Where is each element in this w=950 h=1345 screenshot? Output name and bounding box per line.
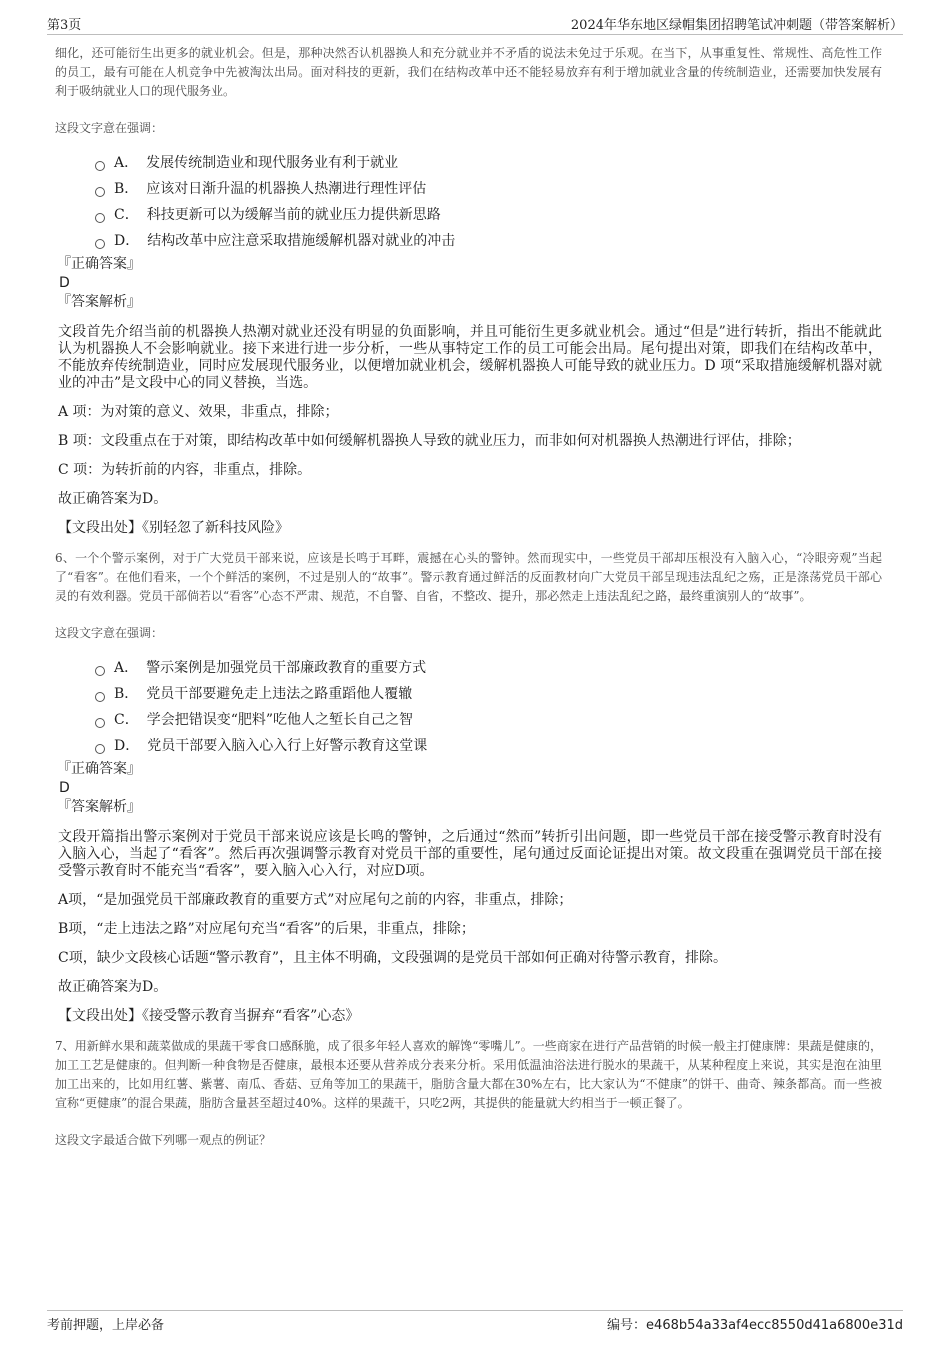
analysis-paragraph: 故正确答案为D。: [58, 979, 168, 995]
q5-analysis-label: 『答案解析』: [57, 294, 141, 310]
analysis-paragraph: 文段首先介绍当前的机器换人热潮对就业还没有明显的负面影响，并且可能衍生更多就业机会。通过“但是”进行转折，指出不能就此认为机器换人不会影响就业。接下来进行进一步分析，一些从事特定工作的员工可能会出局。尾句提出对策，即我们在结构改革中，不能放弃传统制造业，同时应发展现代服务业，以便增加就业机会，缓解机器换人可能导致的就业压力。D 项“采取措施缓解机器对就业的冲击”是文段中心的同义替换，当选。: [58, 324, 882, 391]
page-header: [47, 14, 903, 35]
radio-icon[interactable]: [95, 213, 105, 223]
q6-passage: 6、一个个警示案例，对于广大党员干部来说，应该是长鸣于耳畔，震撼在心头的警钟。然而现实中，一些党员干部却压根没有入脑入心，“冷眼旁观”当起了“看客”。在他们看来，一个个鲜活的案例，不过是别人的“故事”。警示教育通过鲜活的反面教材向广大党员干部呈现违法乱纪之殇，正是涤荡党员干部心灵的有效利器。党员干部倘若以“看客”心态不严肃、规范，不自警、自省，不整改、提升，那必然走上违法乱纪之路，最终重演别人的“故事”。: [55, 551, 882, 603]
q5-analysis: [58, 318, 882, 537]
q6-answer: D: [59, 780, 70, 796]
q5-options: [95, 150, 882, 254]
q7-passage: 7、用新鲜水果和蔬菜做成的果蔬干零食口感酥脆，成了很多年轻人喜欢的解馋“零嘴儿”。一些商家在进行产品营销的时候一般主打健康牌：果蔬是健康的，加工工艺是健康的。但判断一种食物是否健康，最根本还要从营养成分表来分析。采用低温油浴法进行脱水的果蔬干，从某种程度上来说，其实是泡在油里加工出来的，比如用红薯、紫薯、南瓜、香菇、豆角等加工的果蔬干，脂肪含量大都在30%左右，比大家认为“不健康”的饼干、曲奇、辣条都高。而一些被宣称“更健康”的混合果蔬，脂肪含量甚至超过40%。这样的果蔬干，只吃2两，其提供的能量就大约相当于一顿正餐了。: [55, 1039, 882, 1110]
q5-stem: 这段文字意在强调：: [55, 121, 164, 135]
q6-analysis-label: 『答案解析』: [57, 799, 141, 815]
q6-option-c[interactable]: C． 学会把错误变“肥料”吃他人之堑长自己之智: [95, 707, 882, 733]
analysis-paragraph: A项，“是加强党员干部廉政教育的重要方式”对应尾句之前的内容，非重点，排除；: [58, 892, 573, 908]
analysis-paragraph: B项，“走上违法之路”对应尾句充当“看客”的后果，非重点，排除；: [58, 921, 475, 937]
radio-icon[interactable]: [95, 744, 105, 754]
analysis-paragraph: C项，缺少文段核心话题“警示教育”，且主体不明确，文段强调的是党员干部如何正确对待警示教育，排除。: [58, 950, 728, 966]
document-title: 2024年华东地区绿帽集团招聘笔试冲刺题（带答案解析）: [570, 18, 903, 33]
q6-stem: 这段文字意在强调：: [55, 626, 164, 640]
radio-icon[interactable]: [95, 718, 105, 728]
q6-options: [95, 655, 882, 759]
q6-analysis: [58, 823, 882, 1025]
analysis-paragraph: C 项：为转折前的内容，非重点，排除。: [58, 462, 312, 478]
source-citation: 【文段出处】《接受警示教育当摒弃“看客”心态》: [58, 1008, 360, 1024]
footer-slogan: 考前押题，上岸必备: [47, 1318, 165, 1333]
q6-answer-label: 『正确答案』: [57, 761, 141, 777]
q5-option-d[interactable]: D． 结构改革中应注意采取措施缓解机器对就业的冲击: [95, 228, 882, 254]
analysis-paragraph: A 项：为对策的意义、效果，非重点，排除；: [58, 404, 339, 420]
radio-icon[interactable]: [95, 666, 105, 676]
analysis-paragraph: 文段开篇指出警示案例对于党员干部来说应该是长鸣的警钟，之后通过“然而”转折引出问题，即一些党员干部在接受警示教育时没有入脑入心，当起了“看客”。然后再次强调警示教育对党员干部的重要性，尾句通过反面论证提出对策。故文段重在强调党员干部在接受警示教育时不能充当“看客”，要入脑入心入行，对应D项。: [58, 829, 882, 879]
q6-option-b[interactable]: B． 党员干部要避免走上违法之路重蹈他人覆辙: [95, 681, 882, 707]
q5-answer-label: 『正确答案』: [57, 256, 141, 272]
q7-stem: 这段文字最适合做下列哪一观点的例证？: [55, 1133, 272, 1147]
radio-icon[interactable]: [95, 692, 105, 702]
radio-icon[interactable]: [95, 161, 105, 171]
analysis-paragraph: B 项：文段重点在于对策，即结构改革中如何缓解机器换人导致的就业压力，而非如何对机器换人热潮进行评估，排除；: [58, 433, 801, 449]
page-number: 第3页: [47, 18, 82, 33]
q6-option-d[interactable]: D． 党员干部要入脑入心入行上好警示教育这堂课: [95, 733, 882, 759]
q5-passage: 细化，还可能衍生出更多的就业机会。但是，那种决然否认机器换人和充分就业并不矛盾的说法未免过于乐观。在当下，从事重复性、常规性、高危性工作的员工，最有可能在人机竞争中先被淘汰出局。面对科技的更新，我们在结构改革中还不能轻易放弃有利于增加就业含量的传统制造业，还需要加快发展有利于吸纳就业人口的现代服务业。: [55, 46, 882, 98]
q5-option-b[interactable]: B． 应该对日渐升温的机器换人热潮进行理性评估: [95, 176, 882, 202]
page-footer: [47, 1310, 903, 1333]
analysis-paragraph: 故正确答案为D。: [58, 491, 168, 507]
source-citation: 【文段出处】《别轻忽了新科技风险》: [58, 520, 289, 536]
radio-icon[interactable]: [95, 239, 105, 249]
q5-option-c[interactable]: C． 科技更新可以为缓解当前的就业压力提供新思路: [95, 202, 882, 228]
page-content: [55, 44, 882, 1150]
radio-icon[interactable]: [95, 187, 105, 197]
q5-option-a[interactable]: A． 发展传统制造业和现代服务业有利于就业: [95, 150, 882, 176]
q5-answer: D: [59, 275, 70, 291]
q6-option-a[interactable]: A． 警示案例是加强党员干部廉政教育的重要方式: [95, 655, 882, 681]
document-code: 编号：e468b54a33af4ecc8550d41a6800e31d: [607, 1318, 903, 1333]
